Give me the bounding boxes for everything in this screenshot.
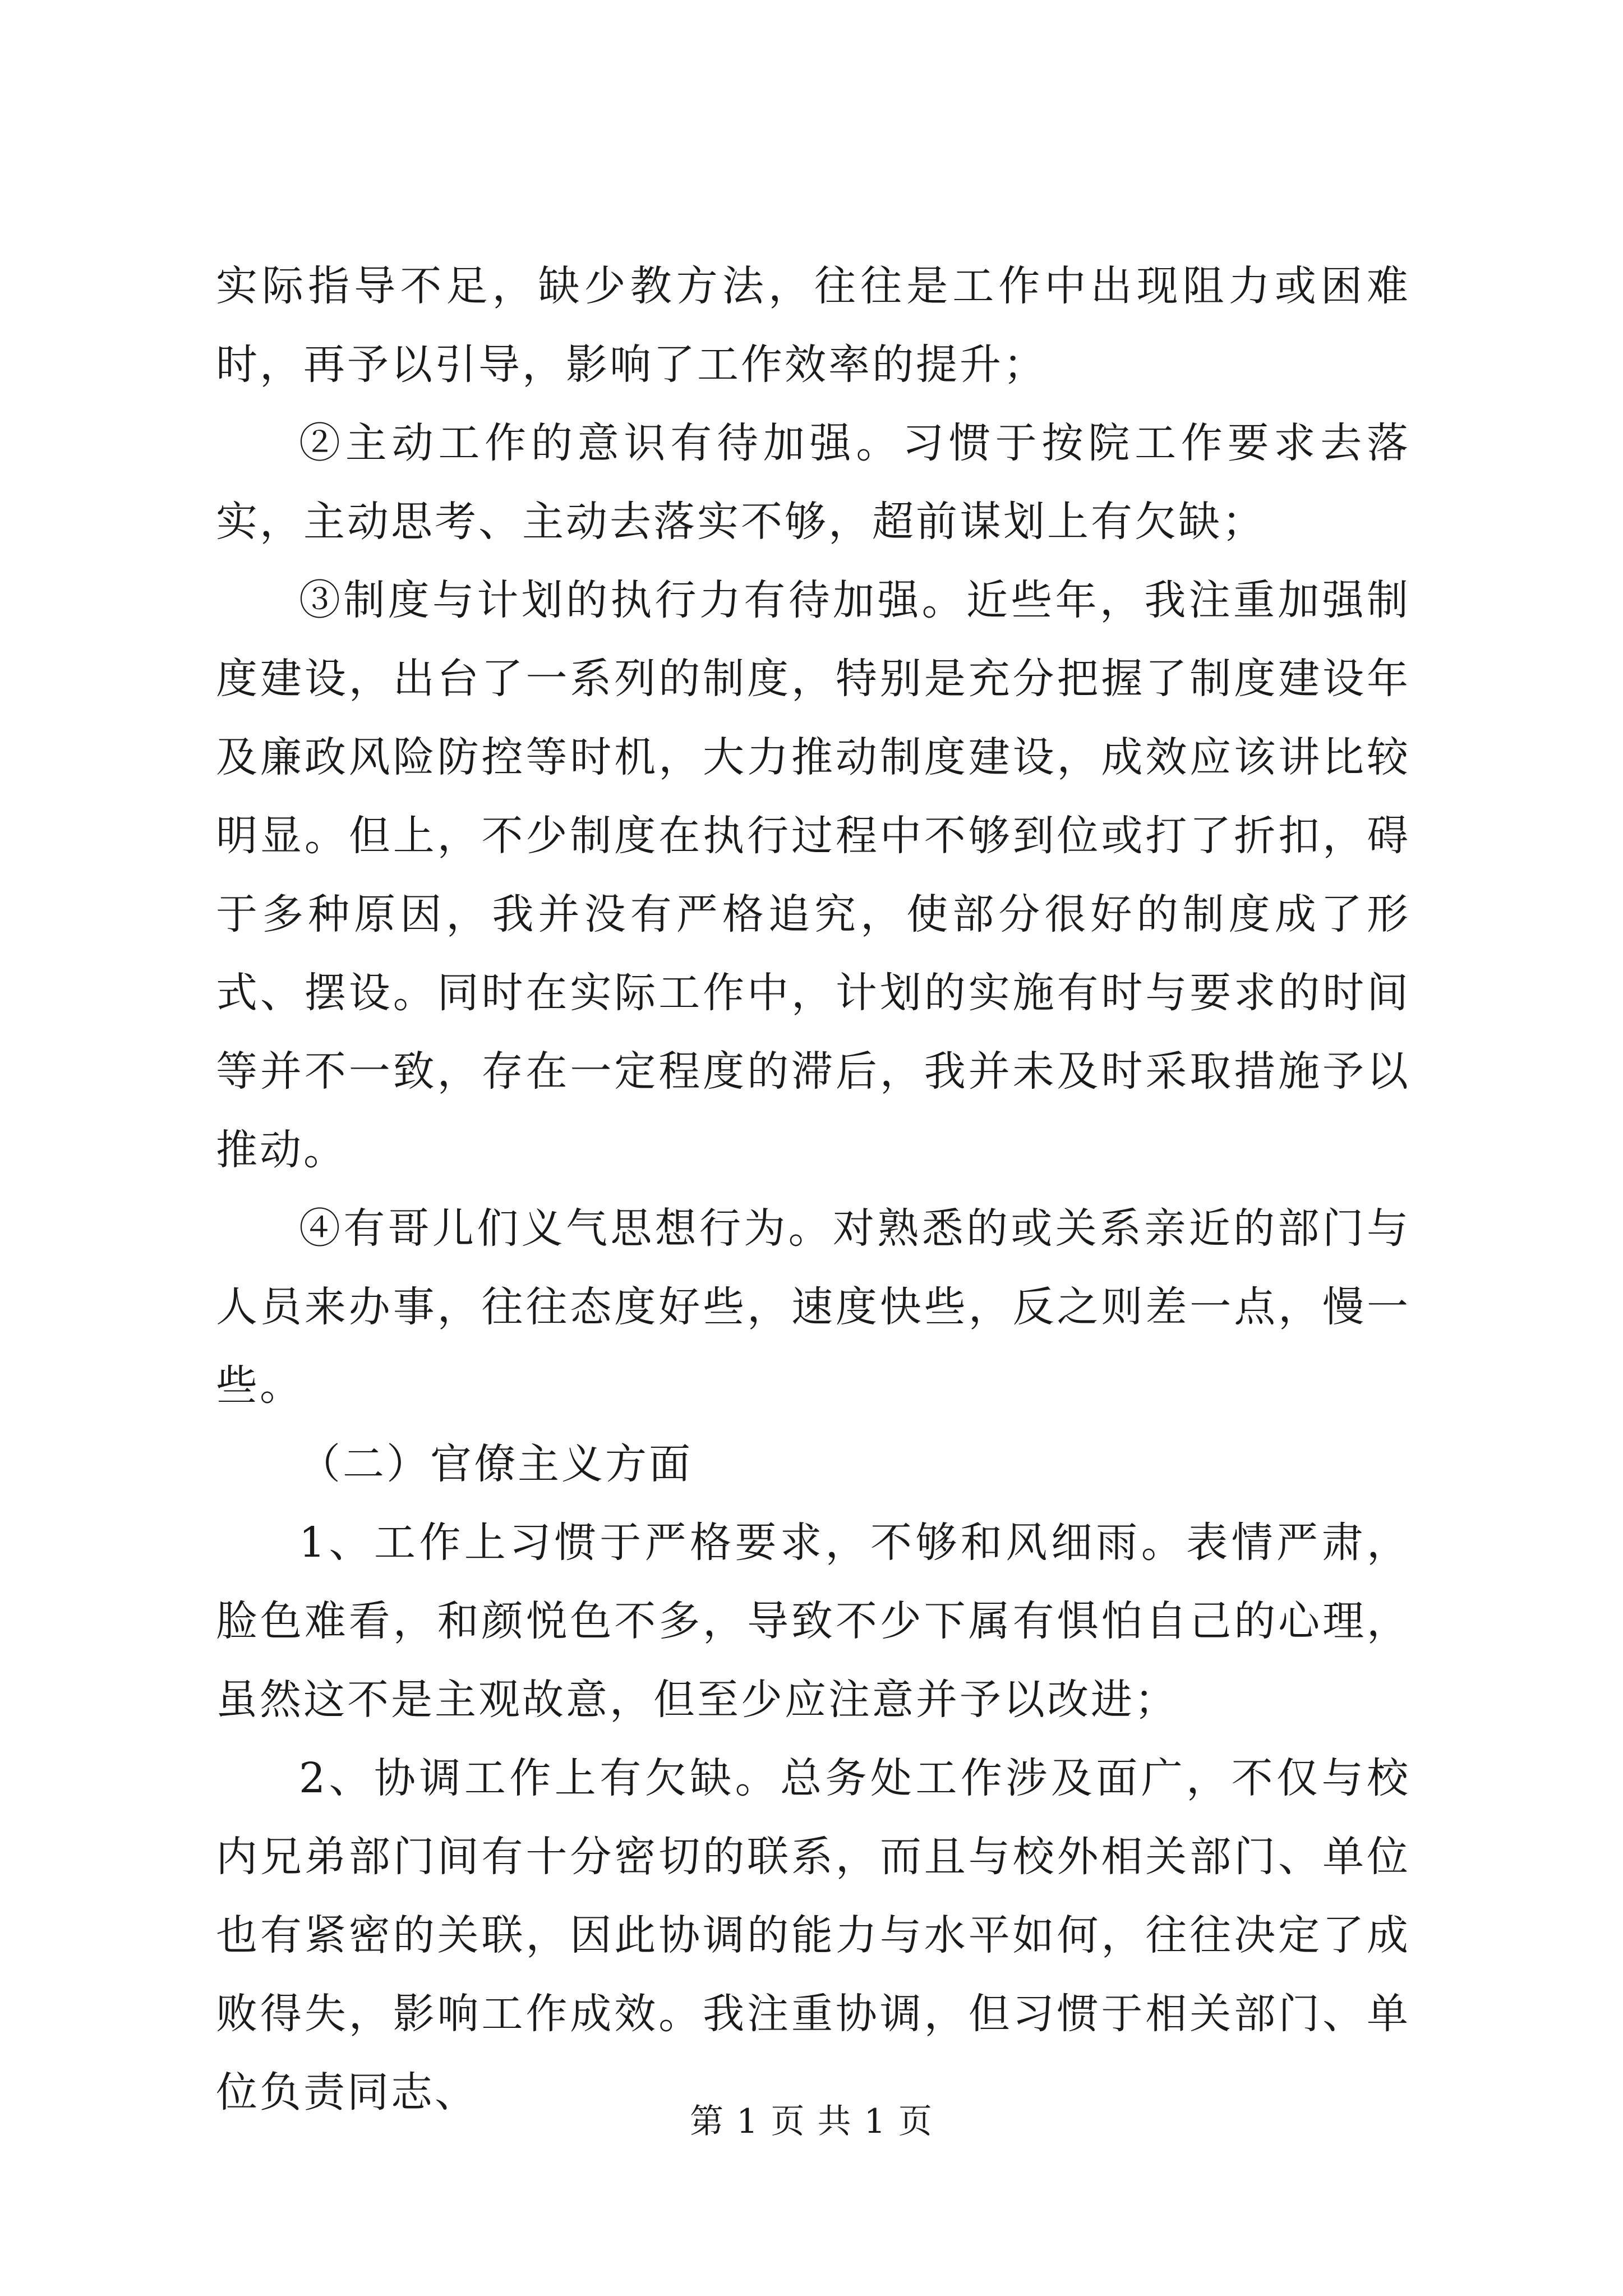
page-footer: 第 1 页 共 1 页	[690, 2102, 933, 2141]
section-heading-bureaucracy: （二）官僚主义方面	[299, 1440, 693, 1488]
paragraph-coordination: 2、协调工作上有欠缺。总务处工作涉及面广，不仅与校内兄弟部门间有十分密切的联系，而且与校外相关部门、单位也有紧密的关联，因此协调的能力与水平如何，往往决定了成败得失，影响工作成效。我注重协调，但习惯于相关部门、单位负责同志、	[216, 1754, 1410, 2116]
paragraph-favoritism: ④有哥儿们义气思想行为。对熟悉的或关系亲近的部门与人员来办事，往往态度好些，速度快些，反之则差一点，慢一些。	[216, 1204, 1410, 1410]
paragraph-initiative: ②主动工作的意识有待加强。习惯于按院工作要求去落实，主动思考、主动去落实不够，超前谋划上有欠缺；	[216, 419, 1410, 546]
document-body	[216, 247, 1410, 2132]
paragraph-strict-demands: 1、工作上习惯于严格要求，不够和风细雨。表情严肃，脸色难看，和颜悦色不多，导致不少下属有惧怕自己的心理，虽然这不是主观故意，但至少应注意并予以改进；	[216, 1519, 1410, 1724]
paragraph-guidance: 实际指导不足，缺少教方法，往往是工作中出现阻力或困难时，再予以引导，影响了工作效率的提升；	[216, 262, 1410, 389]
paragraph-execution: ③制度与计划的执行力有待加强。近些年，我注重加强制度建设，出台了一系列的制度，特别是充分把握了制度建设年及廉政风险防控等时机，大力推动制度建设，成效应该讲比较明显。但上，不少制度在执行过程中不够到位或打了折扣，碍于多种原因，我并没有严格追究，使部分很好的制度成了形式、摆设。同时在实际工作中，计划的实施有时与要求的时间等并不一致，存在一定程度的滞后，我并未及时采取措施予以推动。	[216, 576, 1410, 1174]
